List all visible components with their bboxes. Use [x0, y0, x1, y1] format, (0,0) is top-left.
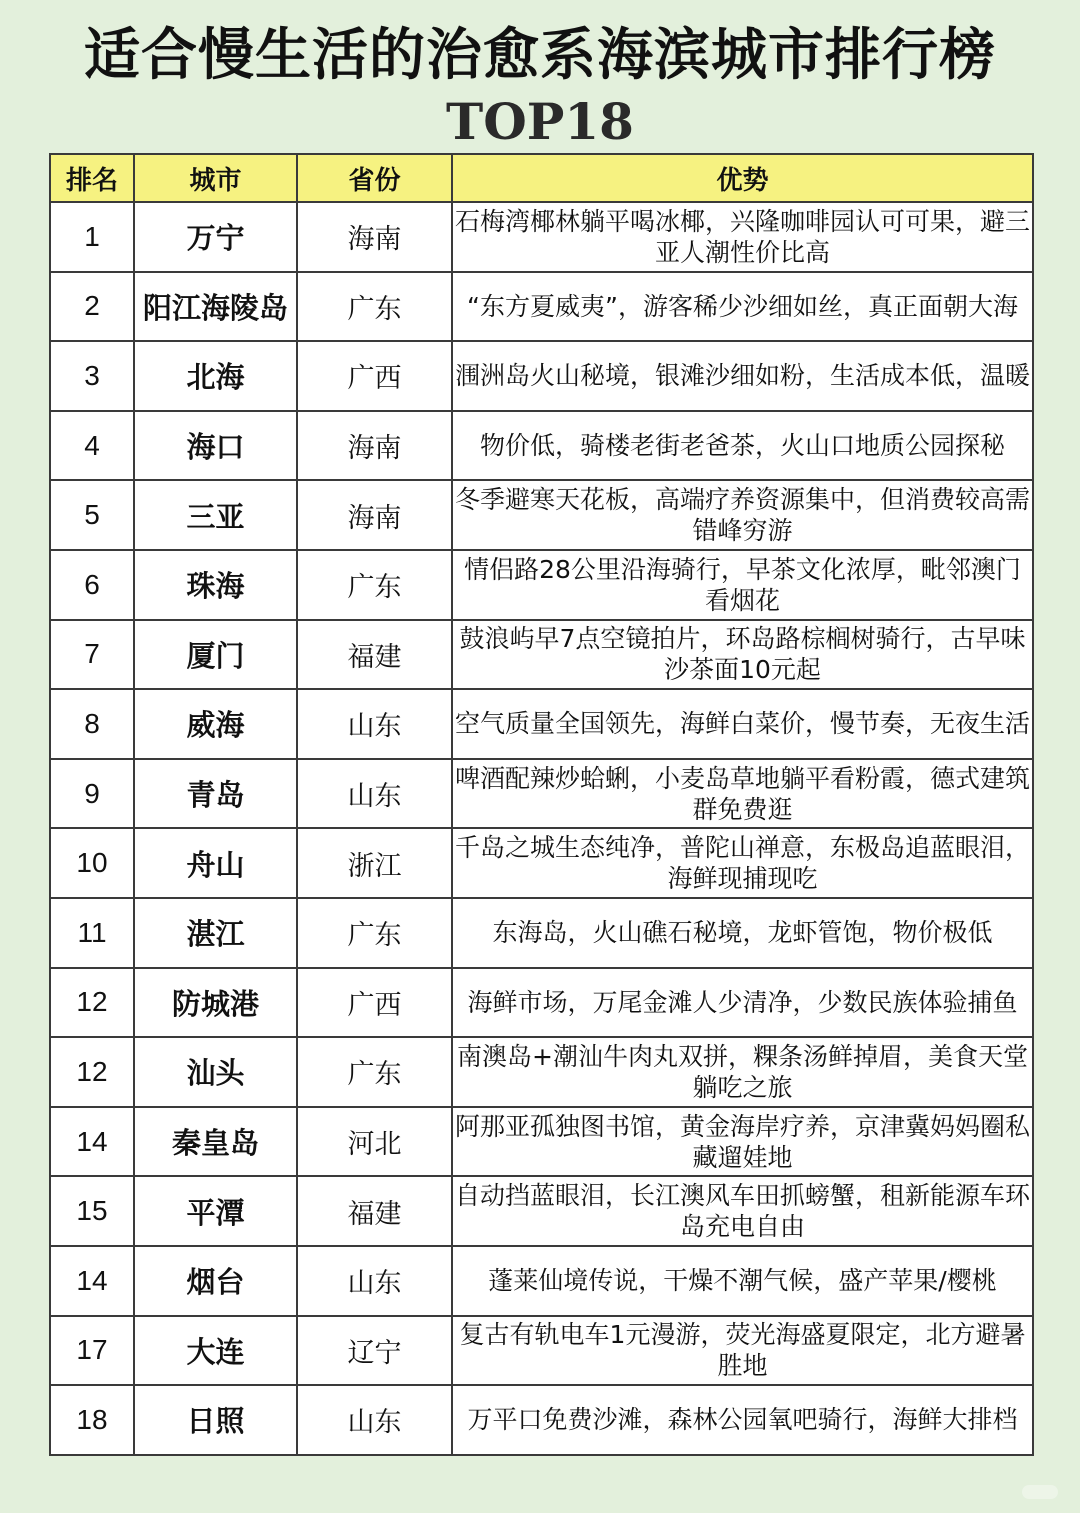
province-cell: 浙江	[297, 828, 452, 898]
table-row	[50, 550, 1033, 620]
advantage-cell: 万平口免费沙滩，森林公园氧吧骑行，海鲜大排档	[452, 1385, 1033, 1455]
rank-cell: 14	[50, 1107, 134, 1177]
page-subtitle: TOP18	[446, 92, 634, 151]
page-title: 适合慢生活的治愈系海滨城市排行榜	[84, 23, 996, 88]
table-row	[50, 1316, 1033, 1386]
city-cell: 阳江海陵岛	[134, 272, 297, 342]
ranking-table	[49, 153, 1034, 1456]
province-cell: 山东	[297, 1246, 452, 1316]
rank-cell: 9	[50, 759, 134, 829]
advantage-cell: 蓬莱仙境传说，干燥不潮气候，盛产苹果/樱桃	[452, 1246, 1033, 1316]
city-cell: 青岛	[134, 759, 297, 829]
advantage-cell: “东方夏威夷”，游客稀少沙细如丝，真正面朝大海	[452, 272, 1033, 342]
province-cell: 福建	[297, 1176, 452, 1246]
province-cell: 广东	[297, 272, 452, 342]
table-body	[50, 202, 1033, 1455]
rank-cell: 8	[50, 689, 134, 759]
table-row	[50, 968, 1033, 1038]
advantage-cell: 阿那亚孤独图书馆，黄金海岸疗养，京津冀妈妈圈私藏遛娃地	[452, 1107, 1033, 1177]
table-row	[50, 202, 1033, 272]
city-cell: 汕头	[134, 1037, 297, 1107]
rank-cell: 3	[50, 341, 134, 411]
table-row	[50, 759, 1033, 829]
province-cell: 辽宁	[297, 1316, 452, 1386]
advantage-cell: 千岛之城生态纯净，普陀山禅意，东极岛追蓝眼泪，海鲜现捕现吃	[452, 828, 1033, 898]
city-cell: 秦皇岛	[134, 1107, 297, 1177]
advantage-cell: 海鲜市场，万尾金滩人少清净，少数民族体验捕鱼	[452, 968, 1033, 1038]
advantage-cell: 南澳岛+潮汕牛肉丸双拼，粿条汤鲜掉眉，美食天堂躺吃之旅	[452, 1037, 1033, 1107]
province-cell: 山东	[297, 1385, 452, 1455]
table-row	[50, 480, 1033, 550]
header-rank: 排名	[50, 154, 134, 202]
province-cell: 山东	[297, 759, 452, 829]
advantage-cell: 复古有轨电车1元漫游，荧光海盛夏限定，北方避暑胜地	[452, 1316, 1033, 1386]
city-cell: 平潭	[134, 1176, 297, 1246]
rank-cell: 10	[50, 828, 134, 898]
city-cell: 威海	[134, 689, 297, 759]
table-row	[50, 1037, 1033, 1107]
rank-cell: 5	[50, 480, 134, 550]
rank-cell: 7	[50, 620, 134, 690]
province-cell: 海南	[297, 480, 452, 550]
table-row	[50, 1107, 1033, 1177]
province-cell: 海南	[297, 411, 452, 481]
province-cell: 河北	[297, 1107, 452, 1177]
rank-cell: 17	[50, 1316, 134, 1386]
province-cell: 广东	[297, 898, 452, 968]
rank-cell: 4	[50, 411, 134, 481]
province-cell: 山东	[297, 689, 452, 759]
city-cell: 湛江	[134, 898, 297, 968]
table-row	[50, 620, 1033, 690]
rank-cell: 15	[50, 1176, 134, 1246]
table-row	[50, 898, 1033, 968]
rank-cell: 1	[50, 202, 134, 272]
advantage-cell: 情侣路28公里沿海骑行，早茶文化浓厚，毗邻澳门看烟花	[452, 550, 1033, 620]
table-row	[50, 341, 1033, 411]
city-cell: 日照	[134, 1385, 297, 1455]
advantage-cell: 石梅湾椰林躺平喝冰椰，兴隆咖啡园认可可果，避三亚人潮性价比高	[452, 202, 1033, 272]
rank-cell: 14	[50, 1246, 134, 1316]
advantage-cell: 冬季避寒天花板，高端疗养资源集中，但消费较高需错峰穷游	[452, 480, 1033, 550]
rank-cell: 12	[50, 968, 134, 1038]
rank-cell: 12	[50, 1037, 134, 1107]
city-cell: 万宁	[134, 202, 297, 272]
city-cell: 三亚	[134, 480, 297, 550]
advantage-cell: 空气质量全国领先，海鲜白菜价，慢节奏，无夜生活	[452, 689, 1033, 759]
city-cell: 厦门	[134, 620, 297, 690]
city-cell: 舟山	[134, 828, 297, 898]
header-province: 省份	[297, 154, 452, 202]
province-cell: 广东	[297, 550, 452, 620]
table-row	[50, 1385, 1033, 1455]
rank-cell: 6	[50, 550, 134, 620]
city-cell: 防城港	[134, 968, 297, 1038]
advantage-cell: 物价低，骑楼老街老爸茶，火山口地质公园探秘	[452, 411, 1033, 481]
advantage-cell: 啤酒配辣炒蛤蜊，小麦岛草地躺平看粉霞，德式建筑群免费逛	[452, 759, 1033, 829]
city-cell: 珠海	[134, 550, 297, 620]
table-header-row	[50, 154, 1033, 202]
rank-cell: 11	[50, 898, 134, 968]
city-cell: 大连	[134, 1316, 297, 1386]
advantage-cell: 鼓浪屿早7点空镜拍片，环岛路棕榈树骑行，古早味沙茶面10元起	[452, 620, 1033, 690]
watermark-mark	[1022, 1485, 1058, 1499]
rank-cell: 18	[50, 1385, 134, 1455]
table-row	[50, 1176, 1033, 1246]
header-city: 城市	[134, 154, 297, 202]
rank-cell: 2	[50, 272, 134, 342]
table-row	[50, 1246, 1033, 1316]
city-cell: 北海	[134, 341, 297, 411]
province-cell: 海南	[297, 202, 452, 272]
province-cell: 福建	[297, 620, 452, 690]
table-row	[50, 828, 1033, 898]
header-advantage: 优势	[452, 154, 1033, 202]
table-row	[50, 689, 1033, 759]
table-row	[50, 272, 1033, 342]
province-cell: 广东	[297, 1037, 452, 1107]
advantage-cell: 自动挡蓝眼泪，长江澳风车田抓螃蟹，租新能源车环岛充电自由	[452, 1176, 1033, 1246]
city-cell: 烟台	[134, 1246, 297, 1316]
table-row	[50, 411, 1033, 481]
province-cell: 广西	[297, 968, 452, 1038]
province-cell: 广西	[297, 341, 452, 411]
advantage-cell: 东海岛，火山礁石秘境，龙虾管饱，物价极低	[452, 898, 1033, 968]
city-cell: 海口	[134, 411, 297, 481]
advantage-cell: 涠洲岛火山秘境，银滩沙细如粉，生活成本低，温暖	[452, 341, 1033, 411]
